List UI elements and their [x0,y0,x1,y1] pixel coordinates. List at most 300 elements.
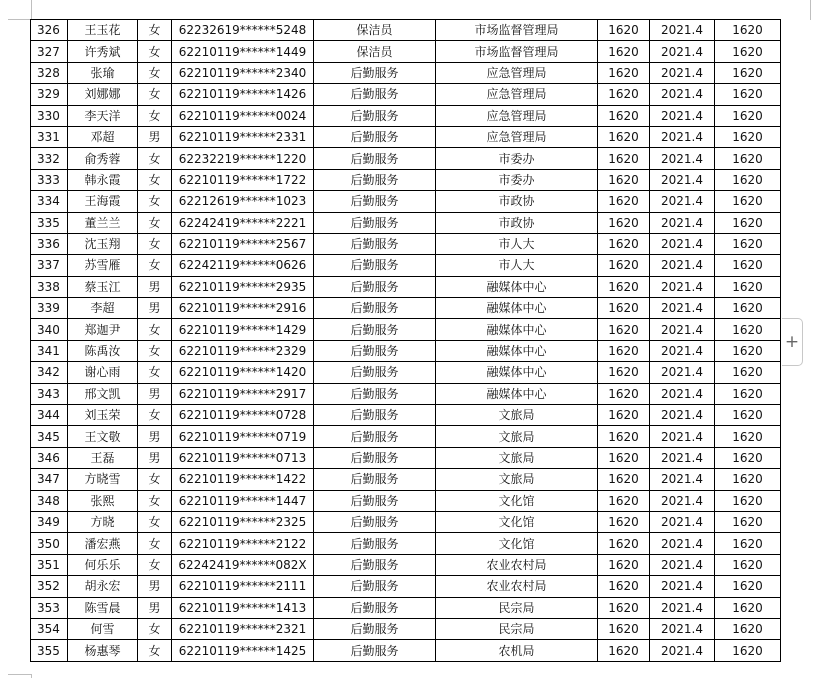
cell-department: 文旅局 [436,426,598,447]
cell-amount: 1620 [598,640,650,661]
cell-name: 谢心雨 [68,362,138,383]
cell-row-number: 327 [31,41,68,62]
cell-id-number: 62210119******1425 [172,640,314,661]
cell-total: 1620 [715,469,781,490]
cell-id-number: 62232219******1220 [172,148,314,169]
cell-total: 1620 [715,490,781,511]
cell-position: 后勤服务 [314,105,436,126]
table-row [31,426,781,447]
cell-month: 2021.4 [650,276,715,297]
cell-row-number: 353 [31,597,68,618]
cell-department: 文旅局 [436,447,598,468]
cell-month: 2021.4 [650,169,715,190]
cell-row-number: 348 [31,490,68,511]
cell-total: 1620 [715,169,781,190]
cell-department: 市政协 [436,212,598,233]
cell-month: 2021.4 [650,62,715,83]
cell-name: 许秀斌 [68,41,138,62]
cell-name: 张瑜 [68,62,138,83]
cell-month: 2021.4 [650,233,715,254]
cell-row-number: 344 [31,405,68,426]
table-row [31,233,781,254]
cell-id-number: 62242419******082X [172,554,314,575]
cell-name: 杨惠琴 [68,640,138,661]
cell-row-number: 351 [31,554,68,575]
add-button[interactable] [782,318,803,366]
cell-id-number: 62242119******0626 [172,255,314,276]
cell-position: 后勤服务 [314,212,436,233]
cell-amount: 1620 [598,576,650,597]
cell-gender: 男 [138,383,172,404]
cell-department: 应急管理局 [436,126,598,147]
cell-position: 后勤服务 [314,554,436,575]
cell-gender: 女 [138,20,172,41]
cell-department: 融媒体中心 [436,276,598,297]
cell-name: 何雪 [68,618,138,639]
cell-name: 郑迦尹 [68,319,138,340]
cell-department: 市政协 [436,191,598,212]
cell-gender: 女 [138,233,172,254]
cell-month: 2021.4 [650,362,715,383]
cell-department: 文化馆 [436,490,598,511]
table-row [31,126,781,147]
cell-amount: 1620 [598,533,650,554]
cell-gender: 女 [138,405,172,426]
cell-name: 李天洋 [68,105,138,126]
cell-row-number: 329 [31,84,68,105]
cell-gender: 男 [138,576,172,597]
cell-total: 1620 [715,298,781,319]
cell-month: 2021.4 [650,126,715,147]
table-row [31,511,781,532]
cell-total: 1620 [715,640,781,661]
cell-gender: 男 [138,298,172,319]
cell-department: 市委办 [436,169,598,190]
cell-department: 农机局 [436,640,598,661]
cell-gender: 男 [138,447,172,468]
cell-department: 市人大 [436,255,598,276]
cell-total: 1620 [715,576,781,597]
cell-amount: 1620 [598,105,650,126]
cell-total: 1620 [715,20,781,41]
cell-id-number: 62210119******1447 [172,490,314,511]
table-row [31,554,781,575]
cell-position: 后勤服务 [314,597,436,618]
cell-amount: 1620 [598,298,650,319]
cell-gender: 女 [138,169,172,190]
cell-position: 后勤服务 [314,126,436,147]
table-row [31,469,781,490]
cell-id-number: 62210119******2321 [172,618,314,639]
cell-name: 方晓雪 [68,469,138,490]
cell-position: 后勤服务 [314,255,436,276]
cell-name: 董兰兰 [68,212,138,233]
cell-id-number: 62210119******2329 [172,340,314,361]
cell-name: 张熙 [68,490,138,511]
cell-gender: 女 [138,191,172,212]
cell-name: 邓超 [68,126,138,147]
cell-amount: 1620 [598,319,650,340]
cell-gender: 女 [138,533,172,554]
cell-name: 方晓 [68,511,138,532]
page-corner-mark [8,674,31,675]
cell-amount: 1620 [598,62,650,83]
cell-row-number: 332 [31,148,68,169]
cell-position: 后勤服务 [314,340,436,361]
table-row [31,298,781,319]
cell-name: 刘玉荣 [68,405,138,426]
table-row [31,276,781,297]
cell-row-number: 339 [31,298,68,319]
cell-department: 民宗局 [436,618,598,639]
cell-position: 后勤服务 [314,383,436,404]
cell-total: 1620 [715,126,781,147]
cell-name: 沈玉翔 [68,233,138,254]
cell-month: 2021.4 [650,319,715,340]
cell-id-number: 62210119******1422 [172,469,314,490]
cell-name: 潘宏燕 [68,533,138,554]
cell-department: 应急管理局 [436,105,598,126]
cell-id-number: 62210119******2917 [172,383,314,404]
cell-id-number: 62210119******2340 [172,62,314,83]
cell-amount: 1620 [598,84,650,105]
cell-id-number: 62210119******2325 [172,511,314,532]
cell-total: 1620 [715,618,781,639]
cell-month: 2021.4 [650,20,715,41]
cell-id-number: 62232619******5248 [172,20,314,41]
cell-gender: 女 [138,640,172,661]
cell-amount: 1620 [598,20,650,41]
cell-total: 1620 [715,319,781,340]
cell-month: 2021.4 [650,383,715,404]
cell-row-number: 335 [31,212,68,233]
cell-gender: 女 [138,554,172,575]
cell-row-number: 326 [31,20,68,41]
cell-month: 2021.4 [650,533,715,554]
table-row [31,212,781,233]
cell-total: 1620 [715,191,781,212]
cell-amount: 1620 [598,340,650,361]
cell-position: 后勤服务 [314,426,436,447]
cell-gender: 女 [138,490,172,511]
cell-row-number: 331 [31,126,68,147]
cell-department: 市人大 [436,233,598,254]
cell-position: 保洁员 [314,41,436,62]
cell-position: 后勤服务 [314,640,436,661]
cell-department: 融媒体中心 [436,319,598,340]
cell-month: 2021.4 [650,405,715,426]
table-row [31,597,781,618]
cell-amount: 1620 [598,383,650,404]
cell-total: 1620 [715,362,781,383]
table-row [31,576,781,597]
cell-row-number: 352 [31,576,68,597]
table-row [31,191,781,212]
cell-total: 1620 [715,148,781,169]
cell-position: 保洁员 [314,20,436,41]
cell-id-number: 62210119******0024 [172,105,314,126]
cell-row-number: 341 [31,340,68,361]
cell-department: 市场监督管理局 [436,41,598,62]
cell-total: 1620 [715,105,781,126]
cell-department: 文化馆 [436,533,598,554]
cell-position: 后勤服务 [314,511,436,532]
cell-total: 1620 [715,41,781,62]
cell-name: 刘娜娜 [68,84,138,105]
cell-name: 俞秀蓉 [68,148,138,169]
cell-position: 后勤服务 [314,447,436,468]
cell-department: 农业农村局 [436,576,598,597]
cell-position: 后勤服务 [314,233,436,254]
cell-amount: 1620 [598,511,650,532]
table-row [31,447,781,468]
cell-gender: 女 [138,511,172,532]
cell-gender: 女 [138,469,172,490]
cell-gender: 女 [138,62,172,83]
cell-department: 农业农村局 [436,554,598,575]
cell-id-number: 62210119******0719 [172,426,314,447]
cell-amount: 1620 [598,426,650,447]
cell-department: 市场监督管理局 [436,20,598,41]
cell-row-number: 346 [31,447,68,468]
cell-gender: 女 [138,148,172,169]
cell-position: 后勤服务 [314,84,436,105]
cell-row-number: 333 [31,169,68,190]
cell-position: 后勤服务 [314,533,436,554]
cell-position: 后勤服务 [314,169,436,190]
cell-id-number: 62210119******1426 [172,84,314,105]
cell-position: 后勤服务 [314,405,436,426]
cell-row-number: 342 [31,362,68,383]
cell-department: 民宗局 [436,597,598,618]
cell-gender: 女 [138,340,172,361]
cell-id-number: 62210119******1449 [172,41,314,62]
cell-position: 后勤服务 [314,191,436,212]
cell-id-number: 62212619******1023 [172,191,314,212]
cell-position: 后勤服务 [314,362,436,383]
cell-position: 后勤服务 [314,276,436,297]
cell-total: 1620 [715,447,781,468]
cell-month: 2021.4 [650,490,715,511]
cell-total: 1620 [715,511,781,532]
table-row [31,319,781,340]
cell-id-number: 62210119******2916 [172,298,314,319]
cell-row-number: 355 [31,640,68,661]
cell-row-number: 336 [31,233,68,254]
cell-id-number: 62210119******2331 [172,126,314,147]
table-row [31,640,781,661]
cell-total: 1620 [715,554,781,575]
cell-total: 1620 [715,255,781,276]
cell-amount: 1620 [598,490,650,511]
cell-position: 后勤服务 [314,490,436,511]
cell-department: 融媒体中心 [436,383,598,404]
cell-row-number: 334 [31,191,68,212]
cell-row-number: 349 [31,511,68,532]
cell-month: 2021.4 [650,618,715,639]
table-row [31,84,781,105]
cell-month: 2021.4 [650,511,715,532]
cell-name: 陈禹汝 [68,340,138,361]
cell-department: 文化馆 [436,511,598,532]
table-row [31,169,781,190]
cell-gender: 男 [138,597,172,618]
cell-row-number: 338 [31,276,68,297]
cell-department: 应急管理局 [436,62,598,83]
plus-icon: + [784,332,800,352]
cell-month: 2021.4 [650,255,715,276]
cell-total: 1620 [715,62,781,83]
cell-name: 王玉花 [68,20,138,41]
cell-department: 融媒体中心 [436,340,598,361]
cell-month: 2021.4 [650,469,715,490]
cell-id-number: 62210119******2122 [172,533,314,554]
cell-id-number: 62210119******2111 [172,576,314,597]
cell-total: 1620 [715,340,781,361]
cell-name: 何乐乐 [68,554,138,575]
cell-month: 2021.4 [650,298,715,319]
table-row [31,618,781,639]
cell-amount: 1620 [598,618,650,639]
page-corner-mark [31,0,32,19]
cell-total: 1620 [715,276,781,297]
cell-department: 应急管理局 [436,84,598,105]
cell-gender: 女 [138,41,172,62]
cell-amount: 1620 [598,148,650,169]
cell-id-number: 62210119******1413 [172,597,314,618]
cell-month: 2021.4 [650,340,715,361]
cell-gender: 女 [138,105,172,126]
staff-table [30,19,781,662]
table-row [31,105,781,126]
cell-name: 陈雪晨 [68,597,138,618]
cell-row-number: 354 [31,618,68,639]
cell-row-number: 343 [31,383,68,404]
cell-position: 后勤服务 [314,319,436,340]
cell-gender: 男 [138,126,172,147]
cell-amount: 1620 [598,212,650,233]
cell-id-number: 62210119******1420 [172,362,314,383]
cell-position: 后勤服务 [314,148,436,169]
cell-amount: 1620 [598,447,650,468]
table-row [31,490,781,511]
cell-total: 1620 [715,212,781,233]
cell-total: 1620 [715,426,781,447]
cell-gender: 女 [138,319,172,340]
page-corner-mark [8,19,31,20]
cell-row-number: 345 [31,426,68,447]
table-row [31,533,781,554]
cell-name: 王文敬 [68,426,138,447]
cell-name: 邢文凯 [68,383,138,404]
cell-month: 2021.4 [650,447,715,468]
table-row [31,148,781,169]
cell-total: 1620 [715,383,781,404]
cell-month: 2021.4 [650,148,715,169]
cell-id-number: 62210119******1722 [172,169,314,190]
cell-position: 后勤服务 [314,298,436,319]
cell-name: 韩永霞 [68,169,138,190]
cell-amount: 1620 [598,405,650,426]
cell-total: 1620 [715,533,781,554]
cell-month: 2021.4 [650,426,715,447]
cell-row-number: 337 [31,255,68,276]
cell-position: 后勤服务 [314,618,436,639]
cell-id-number: 62210119******1429 [172,319,314,340]
cell-month: 2021.4 [650,554,715,575]
cell-month: 2021.4 [650,41,715,62]
table-row [31,255,781,276]
cell-amount: 1620 [598,554,650,575]
cell-total: 1620 [715,233,781,254]
cell-department: 市委办 [436,148,598,169]
table-row [31,41,781,62]
cell-gender: 女 [138,84,172,105]
cell-name: 蔡玉江 [68,276,138,297]
cell-gender: 男 [138,426,172,447]
cell-total: 1620 [715,84,781,105]
cell-department: 融媒体中心 [436,362,598,383]
cell-row-number: 340 [31,319,68,340]
cell-row-number: 350 [31,533,68,554]
cell-row-number: 330 [31,105,68,126]
cell-month: 2021.4 [650,640,715,661]
cell-month: 2021.4 [650,105,715,126]
cell-row-number: 347 [31,469,68,490]
cell-amount: 1620 [598,362,650,383]
cell-name: 王磊 [68,447,138,468]
cell-amount: 1620 [598,255,650,276]
cell-id-number: 62210119******2567 [172,233,314,254]
table-row [31,340,781,361]
cell-month: 2021.4 [650,84,715,105]
cell-amount: 1620 [598,126,650,147]
cell-name: 苏雪雁 [68,255,138,276]
cell-total: 1620 [715,405,781,426]
cell-row-number: 328 [31,62,68,83]
cell-department: 文旅局 [436,405,598,426]
cell-gender: 女 [138,212,172,233]
cell-month: 2021.4 [650,191,715,212]
cell-department: 文旅局 [436,469,598,490]
cell-amount: 1620 [598,41,650,62]
cell-id-number: 62210119******0713 [172,447,314,468]
cell-position: 后勤服务 [314,62,436,83]
cell-amount: 1620 [598,597,650,618]
page-corner-mark [810,0,811,20]
cell-position: 后勤服务 [314,576,436,597]
cell-amount: 1620 [598,191,650,212]
cell-total: 1620 [715,597,781,618]
cell-department: 融媒体中心 [436,298,598,319]
cell-name: 王海霞 [68,191,138,212]
table-row [31,362,781,383]
cell-name: 李超 [68,298,138,319]
cell-amount: 1620 [598,233,650,254]
cell-id-number: 62210119******0728 [172,405,314,426]
cell-amount: 1620 [598,276,650,297]
cell-gender: 男 [138,276,172,297]
table-row [31,383,781,404]
cell-name: 胡永宏 [68,576,138,597]
cell-amount: 1620 [598,169,650,190]
table-row [31,62,781,83]
cell-gender: 女 [138,618,172,639]
cell-month: 2021.4 [650,597,715,618]
table-row [31,405,781,426]
cell-gender: 女 [138,255,172,276]
table-row [31,20,781,41]
